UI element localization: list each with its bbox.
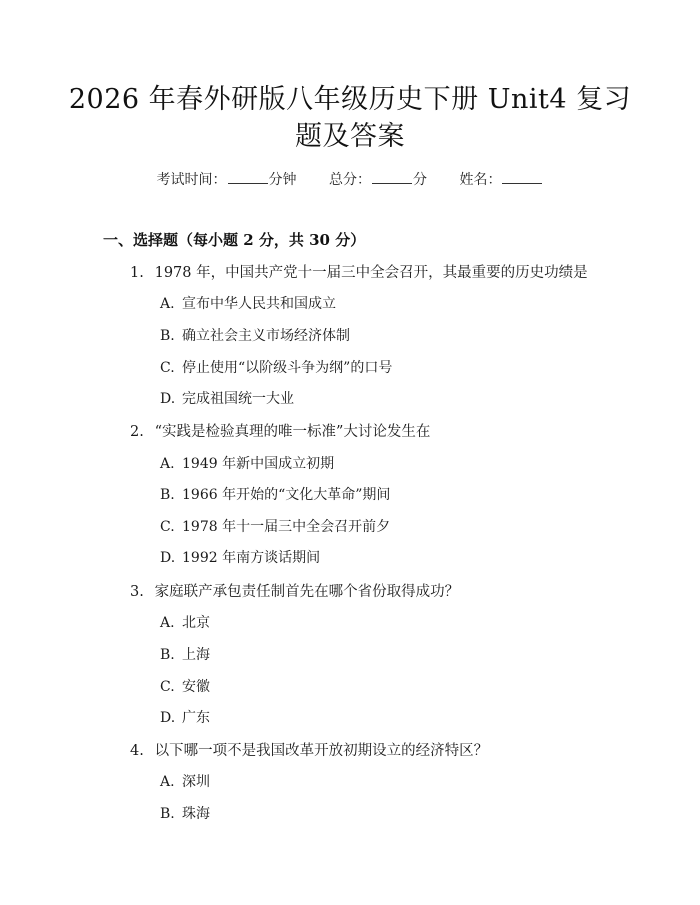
question-2 [130, 420, 430, 441]
option-1d [160, 388, 294, 408]
option-3a [160, 612, 210, 632]
question-number: 4. [130, 743, 144, 759]
exam-time-label: 考试时间： [156, 172, 227, 188]
option-text: 1992 年南方谈话期间 [182, 550, 321, 566]
option-2a [160, 453, 334, 473]
question-text: “实践是检验真理的唯一标准”大讨论发生在 [154, 424, 431, 440]
option-2c [160, 516, 390, 536]
option-letter: D. [160, 710, 176, 726]
option-text: 上海 [182, 647, 210, 663]
question-number: 3. [130, 584, 144, 600]
option-letter: D. [160, 550, 176, 566]
option-text: 确立社会主义市场经济体制 [182, 328, 350, 344]
option-letter: A. [160, 774, 175, 790]
option-3b [160, 644, 210, 664]
option-3d [160, 707, 210, 727]
student-name-blank [502, 171, 542, 184]
option-text: 深圳 [182, 774, 210, 790]
option-4b [160, 803, 210, 823]
option-1a [160, 293, 336, 313]
option-text: 北京 [182, 615, 210, 631]
question-number: 1. [130, 265, 144, 281]
exam-time-blank [228, 171, 268, 184]
option-1c [160, 357, 392, 377]
option-text: 珠海 [182, 806, 210, 822]
total-score-field [329, 169, 427, 189]
question-1 [130, 261, 588, 282]
option-letter: B. [160, 487, 175, 503]
question-text: 以下哪一项不是我国改革开放初期设立的经济特区？ [154, 743, 489, 759]
option-text: 宣布中华人民共和国成立 [182, 296, 336, 312]
option-4a [160, 771, 210, 791]
option-2d [160, 547, 320, 567]
student-name-field [459, 169, 543, 189]
exam-time-field [157, 169, 297, 189]
question-4 [130, 739, 488, 760]
option-text: 1978 年十一届三中全会召开前夕 [182, 519, 391, 535]
document-title-line-2: 题及答案 [295, 121, 405, 152]
option-text: 1949 年新中国成立初期 [182, 456, 335, 472]
option-letter: C. [160, 679, 175, 695]
option-letter: C. [160, 360, 175, 376]
option-letter: B. [160, 806, 175, 822]
total-score-label: 总分： [329, 172, 371, 188]
option-letter: A. [160, 296, 175, 312]
option-letter: B. [160, 328, 175, 344]
option-letter: C. [160, 519, 175, 535]
option-1b [160, 325, 350, 345]
option-text: 1966 年开始的“文化大革命”期间 [182, 487, 391, 503]
section-heading: 一、选择题（每小题 2 分，共 30 分） [103, 231, 366, 249]
option-3c [160, 676, 210, 696]
student-name-label: 姓名： [459, 172, 502, 188]
exam-time-unit: 分钟 [268, 172, 297, 188]
total-score-blank [372, 171, 412, 184]
question-text: 1978 年，中国共产党十一届三中全会召开，其最重要的历史功绩是 [154, 265, 588, 281]
question-number: 2. [130, 424, 144, 440]
option-letter: D. [160, 391, 176, 407]
total-score-unit: 分 [413, 172, 427, 188]
option-2b [160, 484, 390, 504]
option-text: 广东 [182, 710, 210, 726]
document-title-line-1: 2026 年春外研版八年级历史下册 Unit4 复习 [68, 84, 632, 115]
exam-meta-line [0, 169, 700, 189]
option-text: 停止使用“以阶级斗争为纲”的口号 [182, 360, 393, 376]
option-letter: A. [160, 456, 175, 472]
question-text: 家庭联产承包责任制首先在哪个省份取得成功？ [154, 584, 460, 600]
option-text: 完成祖国统一大业 [182, 391, 294, 407]
option-letter: B. [160, 647, 175, 663]
option-letter: A. [160, 615, 175, 631]
question-3 [130, 580, 459, 601]
option-text: 安徽 [182, 679, 210, 695]
